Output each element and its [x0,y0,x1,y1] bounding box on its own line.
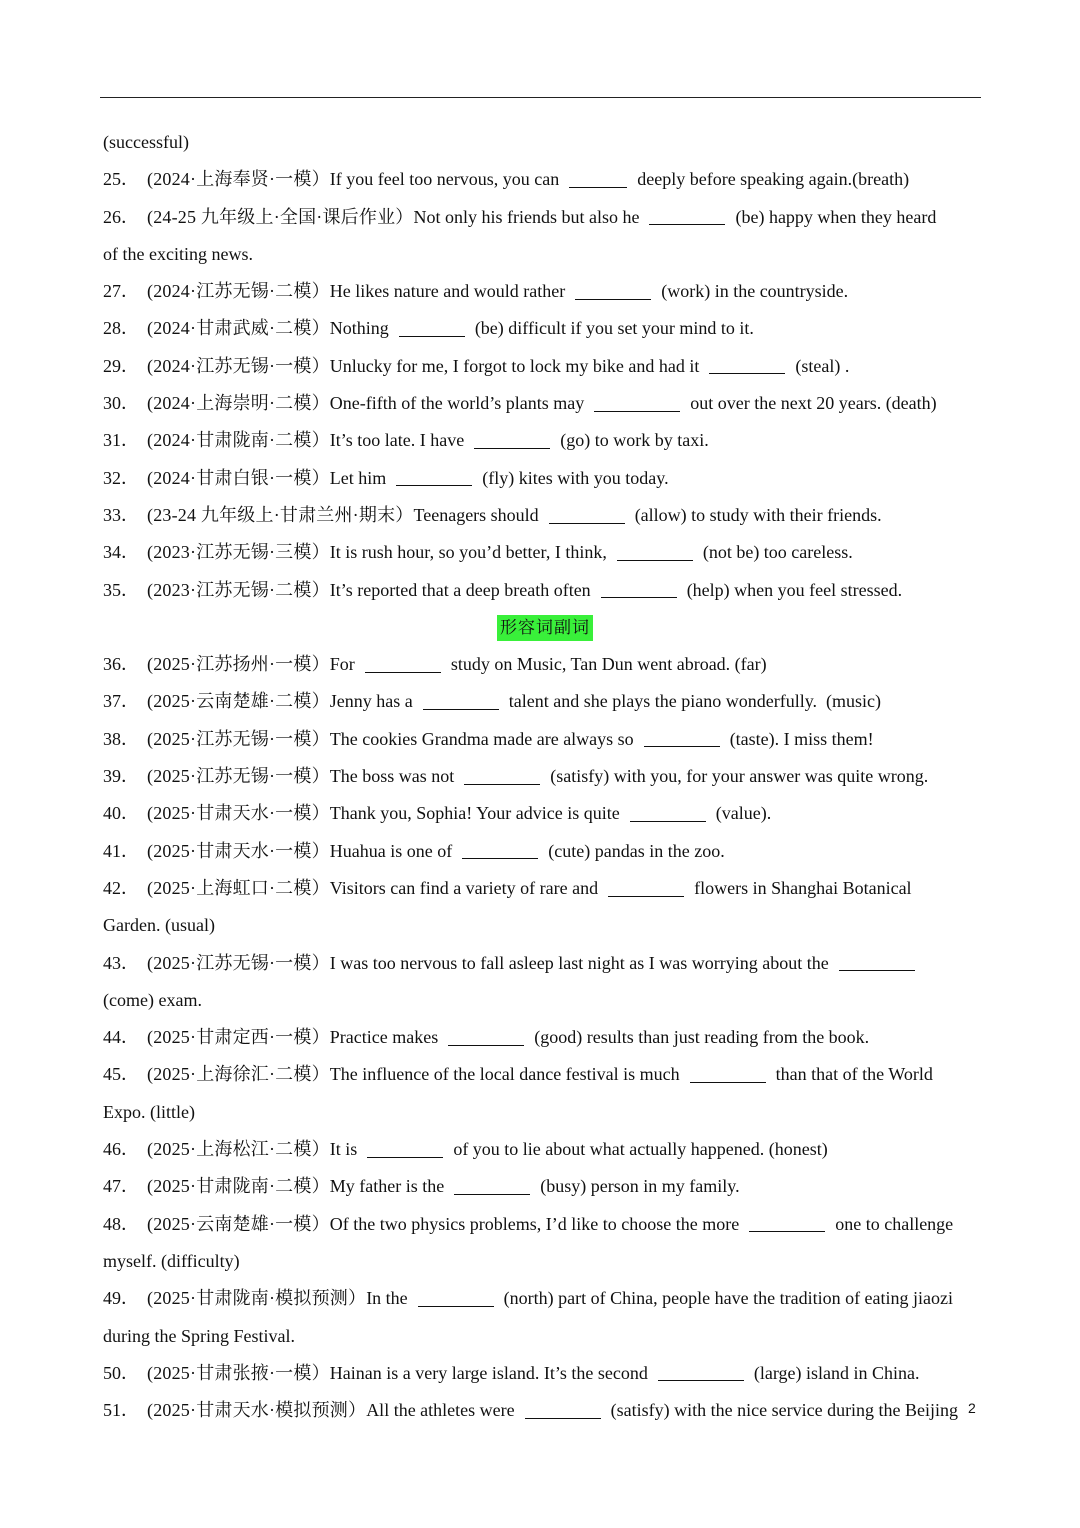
exercise-item [103,161,987,198]
item-source: (2024·甘肃陇南·二模） [147,430,330,451]
answer-blank[interactable] [423,708,499,710]
item-text-before-blank: Unlucky for me, I forgot to lock my bike and had it [329,355,700,376]
item-text-before-blank: Thank you, Sophia! Your advice is quite [329,803,620,824]
item-continuation: of the exciting news. [103,243,253,264]
item-source: (2023·江苏无锡·三模） [147,542,330,563]
section-heading-row [103,609,987,646]
item-text-after-blank: (work) in the countryside. [661,281,849,302]
item-number: 37． [103,691,139,712]
exercise-item [103,199,987,236]
lead-line-text: (successful) [103,132,189,152]
item-text-before-blank: I was too nervous to fall asleep last night as I was worrying about the [329,952,829,973]
answer-blank[interactable] [749,1230,825,1232]
item-text-before-blank: Of the two physics problems, I’d like to choose the more [329,1213,740,1234]
item-continuation: myself. (difficulty) [103,1250,240,1271]
item-text-before-blank: My father is the [329,1176,445,1197]
item-number: 35． [103,579,139,600]
item-source: (2024·江苏无锡·一模） [147,355,330,376]
item-number: 25． [103,169,139,190]
item-number: 45． [103,1064,139,1085]
answer-blank[interactable] [617,559,693,561]
item-text-after-blank: than that of the World [775,1064,933,1085]
lead-line [103,124,987,161]
item-text-before-blank: Not only his friends but also he [413,206,640,227]
answer-blank[interactable] [454,1193,530,1195]
item-number: 43． [103,952,139,973]
answer-blank[interactable] [690,1081,766,1083]
answer-blank[interactable] [464,783,540,785]
item-text-before-blank: For [329,654,355,675]
answer-blank[interactable] [658,1379,744,1381]
item-source: (2025·上海虹口·二模） [147,877,330,898]
exercise-item [103,460,987,497]
item-source: (23-24 九年级上·甘肃兰州·期末） [147,504,414,525]
item-text-before-blank: Jenny has a [329,691,413,712]
item-source: (2025·甘肃陇南·模拟预测） [147,1288,367,1309]
item-text-after-blank: (not be) too careless. [702,542,853,563]
answer-blank[interactable] [630,820,706,822]
item-text-after-blank: flowers in Shanghai Botanical [694,877,912,898]
item-text-before-blank: The cookies Grandma made are always so [329,728,634,749]
exercise-item [103,1392,987,1429]
item-number: 40． [103,803,139,824]
item-text-after-blank: study on Music, Tan Dun went abroad. (far) [450,654,767,675]
exercise-item [103,572,987,609]
item-text-after-blank: of you to lie about what actually happened. (honest) [453,1139,828,1160]
item-number: 28． [103,318,139,339]
item-source: (2025·甘肃天水·模拟预测） [147,1400,367,1421]
exercise-item [103,1019,987,1056]
item-continuation: Garden. (usual) [103,915,215,936]
item-text-before-blank: Teenagers should [413,504,539,525]
exercise-item [103,497,987,534]
item-number: 33． [103,504,139,525]
exercise-item [103,721,987,758]
exercise-item [103,683,987,720]
item-source: (2024·上海崇明·二模） [147,393,330,414]
item-text-after-blank: (large) island in China. [753,1362,920,1383]
item-text-after-blank: (steal) . [795,355,850,376]
item-source: (2024·甘肃武威·二模） [147,318,330,339]
exercise-item [103,795,987,832]
item-text-after-blank: talent and she plays the piano wonderfully. (music) [508,691,882,712]
exercise-item [103,758,987,795]
item-text-after-blank: (be) difficult if you set your mind to it. [474,318,754,339]
item-text-after-blank: (north) part of China, people have the tradition of eating jiaozi [503,1288,954,1309]
exercise-item [103,348,987,385]
item-source: (2023·江苏无锡·二模） [147,579,330,600]
exercise-item [103,310,987,347]
item-source: (2025·江苏无锡·一模） [147,728,330,749]
item-text-before-blank: Visitors can find a variety of rare and [329,877,599,898]
item-number: 49． [103,1288,139,1309]
item-number: 42． [103,877,139,898]
exercise-item [103,1168,987,1205]
item-source: (2025·江苏无锡·一模） [147,952,330,973]
answer-blank[interactable] [709,372,785,374]
item-source: (24-25 九年级上·全国·课后作业） [147,206,414,227]
answer-blank[interactable] [462,857,538,859]
item-number: 47． [103,1176,139,1197]
answer-blank[interactable] [608,895,684,897]
answer-blank[interactable] [365,671,441,673]
item-number: 26． [103,206,139,227]
item-text-after-blank: (value). [715,803,772,824]
item-text-after-blank: (satisfy) with you, for your answer was quite wrong. [550,766,929,787]
answer-blank[interactable] [448,1044,524,1046]
header-rule [100,97,981,98]
item-source: (2025·云南楚雄·一模） [147,1213,330,1234]
item-text-before-blank: The influence of the local dance festival is much [329,1064,680,1085]
item-number: 44． [103,1027,139,1048]
item-number: 39． [103,766,139,787]
item-source: (2025·江苏无锡·一模） [147,766,330,787]
item-text-before-blank: Nothing [329,318,389,339]
item-source: (2024·甘肃白银·一模） [147,467,330,488]
item-text-after-blank: (satisfy) with the nice service during the Beijing [610,1400,959,1421]
item-number: 48． [103,1213,139,1234]
answer-blank[interactable] [594,410,680,412]
item-text-after-blank: (fly) kites with you today. [482,467,669,488]
exercise-item [103,1056,987,1093]
item-number: 27． [103,281,139,302]
answer-blank[interactable] [569,186,627,188]
item-text-before-blank: He likes nature and would rather [329,281,566,302]
item-text-after-blank: (taste). I miss them! [729,728,874,749]
item-source: (2025·上海徐汇·二模） [147,1064,330,1085]
item-number: 32． [103,467,139,488]
item-number: 46． [103,1139,139,1160]
item-continuation: (come) exam. [103,989,202,1010]
section-heading: 形容词副词 [497,615,593,641]
item-text-after-blank: (cute) pandas in the zoo. [548,840,725,861]
item-text-after-blank: deeply before speaking again.(breath) [637,169,910,190]
answer-blank[interactable] [549,522,625,524]
answer-blank[interactable] [396,484,472,486]
exercise-item [103,273,987,310]
answer-blank[interactable] [525,1417,601,1419]
item-text-after-blank: (allow) to study with their friends. [634,504,882,525]
exercise-item [103,870,987,907]
item-number: 31． [103,430,139,451]
exercise-item [103,833,987,870]
item-text-before-blank: One-fifth of the world’s plants may [329,393,585,414]
item-source: (2025·江苏扬州·一模） [147,654,330,675]
exercise-item [103,534,987,571]
item-text-before-blank: Huahua is one of [329,840,453,861]
item-text-before-blank: It’s too late. I have [329,430,465,451]
answer-blank[interactable] [418,1305,494,1307]
item-text-after-blank: (busy) person in my family. [540,1176,740,1197]
item-source: (2025·云南楚雄·二模） [147,691,330,712]
answer-blank[interactable] [644,745,720,747]
item-text-after-blank: (help) when you feel stressed. [686,579,903,600]
item-text-before-blank: Practice makes [329,1027,439,1048]
answer-blank[interactable] [601,596,677,598]
item-source: (2025·甘肃陇南·二模） [147,1176,330,1197]
item-number: 36． [103,654,139,675]
exercise-item [103,646,987,683]
item-text-before-blank: Let him [329,467,387,488]
exercise-list-adjectives [103,646,987,1429]
exercise-item [103,1355,987,1392]
item-text-after-blank: (be) happy when they heard [735,206,937,227]
answer-blank[interactable] [839,969,915,971]
exercise-item [103,1206,987,1243]
answer-blank[interactable] [575,298,651,300]
item-text-before-blank: Hainan is a very large island. It’s the second [329,1362,648,1383]
item-text-before-blank: It is [329,1139,358,1160]
item-number: 51． [103,1400,139,1421]
item-text-after-blank: (go) to work by taxi. [560,430,709,451]
item-source: (2024·江苏无锡·二模） [147,281,330,302]
exercise-content [103,124,987,1429]
item-number: 34． [103,542,139,563]
item-text-before-blank: In the [366,1288,408,1309]
item-source: (2025·甘肃天水·一模） [147,803,330,824]
item-source: (2025·甘肃定西·一模） [147,1027,330,1048]
answer-blank[interactable] [474,447,550,449]
item-source: (2025·甘肃张掖·一模） [147,1362,330,1383]
item-text-before-blank: It’s reported that a deep breath often [329,579,591,600]
exercise-item [103,945,987,982]
answer-blank[interactable] [649,223,725,225]
exercise-item [103,1131,987,1168]
answer-blank[interactable] [399,335,465,337]
item-continuation: Expo. (little) [103,1101,195,1122]
item-number: 50． [103,1362,139,1383]
item-text-before-blank: The boss was not [329,766,455,787]
item-text-before-blank: All the athletes were [366,1400,515,1421]
exercise-item [103,422,987,459]
page-number: 2 [968,1400,976,1416]
exercise-item [103,385,987,422]
item-source: (2025·甘肃天水·一模） [147,840,330,861]
item-text-after-blank: one to challenge [835,1213,954,1234]
item-text-before-blank: It is rush hour, so you’d better, I think, [329,542,607,563]
answer-blank[interactable] [367,1156,443,1158]
item-continuation: during the Spring Festival. [103,1325,295,1346]
item-text-before-blank: If you feel too nervous, you can [329,169,560,190]
item-number: 30． [103,393,139,414]
exercise-item [103,1280,987,1317]
item-number: 41． [103,840,139,861]
item-text-after-blank: (good) results than just reading from the book. [534,1027,870,1048]
exercise-list-verbs [103,161,987,609]
item-text-after-blank: out over the next 20 years. (death) [690,393,937,414]
item-number: 38． [103,728,139,749]
item-number: 29． [103,355,139,376]
item-source: (2025·上海松江·二模） [147,1139,330,1160]
item-source: (2024·上海奉贤·一模） [147,169,330,190]
